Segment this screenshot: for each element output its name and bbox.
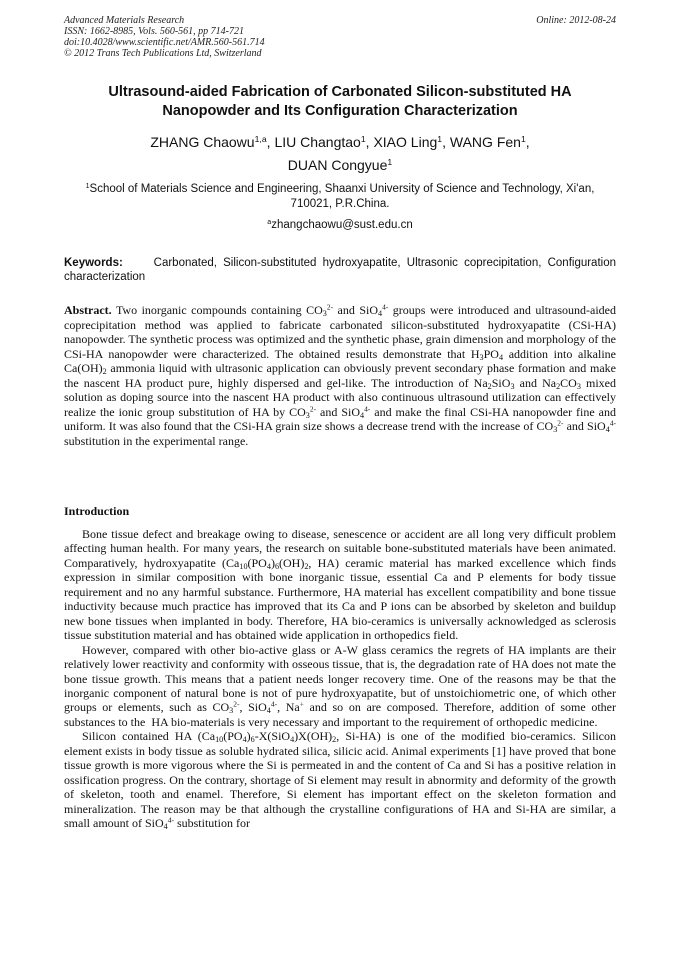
author-affiliation-marker: 1	[520, 134, 526, 145]
affiliation	[64, 182, 616, 212]
author-list: ZHANG Chaowu$^{1,a}$, LIU Changtao$^1$, XIAO Ling$^1$, WANG Fen$^1$, DUAN Congyue$^1$	[150, 134, 530, 173]
author-name: WANG Fen	[449, 134, 521, 150]
journal-name: Advanced Materials Research	[64, 15, 185, 26]
issn-line: ISSN: 1662-8985, Vols. 560-561, pp 714-721	[64, 26, 244, 37]
author-name: LIU Changtao	[274, 134, 361, 150]
author-affiliation-marker: 1	[387, 157, 393, 168]
keywords-label: Keywords:	[64, 257, 123, 269]
affiliation-marker: 1	[85, 182, 90, 191]
intro-paragraph: However, compared with other bio-active glass or A-W glass ceramics the regrets of HA implants are their relatively lower reactivity and conformity with osseous tissue, that is, the degradation rate of HA does not mate the bone tissue growth. This means that a patient needs longer recovery time. One of the reasons may be that the inorganic component of natural bone is not of pure hydroxyapatite, but of unstoichiometric one, of which other groups or elements, such as $CO_3^{2-}$, SiO$_4^{4-}$, Na+ and so on are composed. Therefore, addition of some other substances to the HA bio-materials is very necessary and important to the requirement of orthopedic medicine.	[64, 642, 616, 729]
abstract-text: Two inorganic compounds containing $CO_3^{2-}$ and SiO$_4^{4-}$ groups were introduced and ultrasound-aided coprecipitation method was applied to fabricate carbonated silicon-substituted hydroxyapatite (CSi-HA) nanopowder. The synthetic process was optimized and the synthetic phase, grain dimension and morphology of the CSi-HA nanopowder were characterized. The obtained results demonstrate that $H_3PO_4$ addition into alkaline $Ca(OH)_2$ ammonia liquid with ultrasonic application can obviously prevent secondary phase formation and make the nascent HA product pure, highly dispersed and gel-like. The introduction of $Na_2SiO_3$ and $Na_2CO_3$ mixed solution as doping source into the nascent HA product with also continuous ultrasound utilization can effectively realize the ionic group substitution of HA by $CO_3^{2-}$ and SiO$_4^{4-}$ and make the final CSi-HA nanopowder fine and uniform. It was also found that the CSi-HA grain size shows a decrease trend with the increase of $CO_3^{2-}$ and SiO$_4^{4-}$ substitution in the experimental range.	[64, 302, 617, 448]
abstract-label: Abstract.	[64, 303, 112, 317]
affiliation-text: School of Materials Science and Engineering, Shaanxi University of Science and Technology, Xi'an, 710021, P.R.China.	[89, 183, 595, 210]
copyright-line: © 2012 Trans Tech Publications Ltd, Switzerland	[64, 48, 262, 59]
intro-paragraph: Bone tissue defect and breakage owing to disease, senescence or accident are all long very difficult problem affecting human health. For many years, the research on suitable bone-substituted materials have been animated. Comparatively, hydroxyapatite ($Ca_{10}(PO_4)_6(OH)_2$, HA) ceramic material has marked excellence which finds expression in similar composition with bone inorganic tissue, essential Ca and P elements for body tissue requirement and no any harmful substance. Furthermore, HA material has excellent compatibility and bone tissue inductivity because much practice has improved that its Ca and P ions can be absorbed by skeleton and buildup new bone tissues when implanted in body. Therefore, HA bio-ceramics is universally acknowledged as sclerosis tissue substitution material and has obtained wide application in orthopedics field.	[64, 527, 616, 643]
email-marker: a	[267, 218, 272, 227]
author-name: XIAO Ling	[373, 134, 438, 150]
doi-line: doi:10.4028/www.scientific.net/AMR.560-561.714	[64, 37, 265, 48]
header-left	[64, 15, 616, 59]
introduction-heading: Introduction	[64, 504, 130, 518]
author-affiliation-marker: 1,a	[254, 134, 267, 145]
keywords-text: Carbonated, Silicon-substituted hydroxyapatite, Ultrasonic coprecipitation, Configuration characterization	[64, 257, 616, 283]
abstract	[64, 303, 616, 448]
intro-paragraph: Silicon contained HA ($Ca_{10}(PO_4)_6-X(SiO_4)X(OH)_2$, Si-HA) is one of the modified bio-ceramics. Silicon element exists in body tissue as soluble hydrated silica, silicic acid. Animal experiments [1] have proved that bone tissue growth is more vigorous where the Si is permeated in and the content of Ca and Si has a positive relation in ossification progress. On the contrary, shortage of Si element may result in abnormity and deformity of the growth of skeleton, tooth and enamel. Therefore, Si element has important effect on the skeleton formation and mineralization. The reason may be that although the crystalline configurations of HA and Si-HA are similar, a small amount of SiO$_4^{4-}$ substitution for	[64, 729, 616, 832]
introduction-body	[64, 527, 616, 831]
author-name: ZHANG Chaowu	[150, 134, 255, 150]
paper-title: Ultrasound-aided Fabrication of Carbonated Silicon-substituted HA Nanopowder and Its Configuration Characterization	[108, 84, 572, 119]
email-address[interactable]: zhangchaowu@sust.edu.cn	[271, 219, 413, 231]
author-email	[64, 218, 616, 233]
author-affiliation-marker: 1	[437, 134, 443, 145]
author-name: DUAN Congyue	[287, 157, 388, 173]
online-date: Online: 2012-08-24	[536, 15, 616, 26]
author-affiliation-marker: 1	[360, 134, 366, 145]
journal-header	[64, 15, 616, 59]
keywords	[64, 256, 616, 284]
